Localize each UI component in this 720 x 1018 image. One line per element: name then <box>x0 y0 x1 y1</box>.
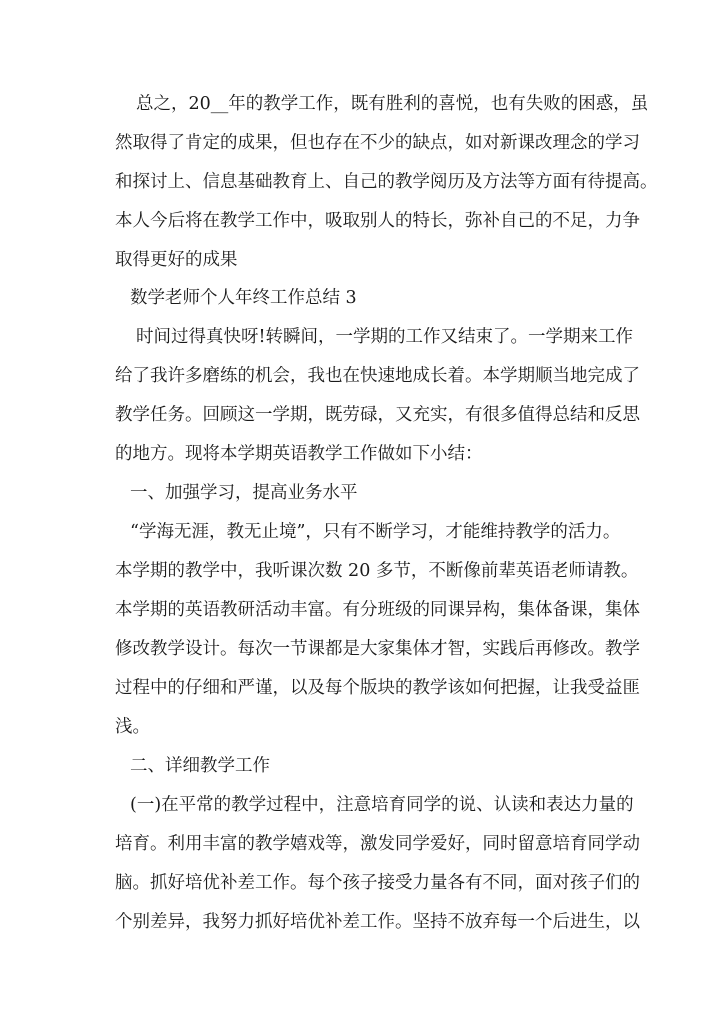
section-title: 数学老师个人年终工作总结 3 <box>130 288 357 308</box>
text-line <box>0 165 720 199</box>
text-line <box>0 710 720 744</box>
text-line <box>0 398 720 432</box>
paragraph-line: 教学任务。回顾这一学期，既劳碌，又充实，有很多值得总结和反思 <box>115 405 640 425</box>
paragraph-line: 本学期的英语教研活动丰富。有分班级的同课异构，集体备课，集体 <box>115 600 640 620</box>
paragraph-line: 本学期的教学中，我听课次数 20 多节，不断像前辈英语老师请教。 <box>115 561 639 581</box>
paragraph-line: 取得更好的成果 <box>115 250 238 270</box>
paragraph-line: 修改教学设计。每次一节课都是大家集体才智，实践后再修改。教学 <box>115 639 640 659</box>
paragraph-line: 个别差异，我努力抓好培优补差工作。坚持不放弃每一个后进生，以 <box>115 912 640 932</box>
text-line <box>0 126 720 160</box>
text-line <box>0 320 720 354</box>
text-line <box>0 243 720 277</box>
text-line <box>0 671 720 705</box>
text-line <box>0 87 720 121</box>
paragraph-line: 脑。抓好培优补差工作。每个孩子接受力量各有不同，面对孩子们的 <box>115 873 640 893</box>
text-line <box>0 827 720 861</box>
text-line <box>0 788 720 822</box>
text-line <box>0 281 720 315</box>
paragraph-line: 过程中的仔细和严谨，以及每个版块的教学该如何把握，让我受益匪 <box>115 678 640 698</box>
paragraph-line: (一)在平常的教学过程中，注意培育同学的说、认读和表达力量的 <box>130 795 634 815</box>
paragraph-line: 本人今后将在教学工作中，吸取别人的特长，弥补自己的不足，力争 <box>115 211 640 231</box>
text-line <box>0 593 720 627</box>
section-heading: 一、加强学习，提高业务水平 <box>130 483 358 503</box>
text-line <box>0 749 720 783</box>
text-line <box>0 905 720 939</box>
text-line <box>0 437 720 471</box>
paragraph-line: 时间过得真快呀!转瞬间，一学期的工作又结束了。一学期来工作 <box>136 327 634 347</box>
paragraph-line: 浅。 <box>115 717 150 737</box>
paragraph-line: 培育。利用丰富的教学嬉戏等，激发同学爱好，同时留意培育同学动 <box>115 834 640 854</box>
paragraph-line: 给了我许多磨练的机会，我也在快速地成长着。本学期顺当地完成了 <box>115 366 640 386</box>
text-line <box>0 515 720 549</box>
text-line <box>0 359 720 393</box>
text-line <box>0 554 720 588</box>
text-line <box>0 204 720 238</box>
paragraph-line: 和探讨上、信息基础教育上、自己的教学阅历及方法等方面有待提高。 <box>115 172 658 192</box>
section-heading: 二、详细教学工作 <box>130 756 270 776</box>
paragraph-line: 的地方。现将本学期英语教学工作做如下小结： <box>115 444 483 464</box>
text-line <box>0 476 720 510</box>
paragraph-line: “学海无涯，教无止境”，只有不断学习，才能维持教学的活力。 <box>130 522 621 542</box>
text-line <box>0 866 720 900</box>
paragraph-line: 然取得了肯定的成果，但也存在不少的缺点，如对新课改理念的学习 <box>115 133 640 153</box>
text-line <box>0 632 720 666</box>
paragraph-line: 总之，20__年的教学工作，既有胜利的喜悦，也有失败的困惑，虽 <box>136 94 649 114</box>
